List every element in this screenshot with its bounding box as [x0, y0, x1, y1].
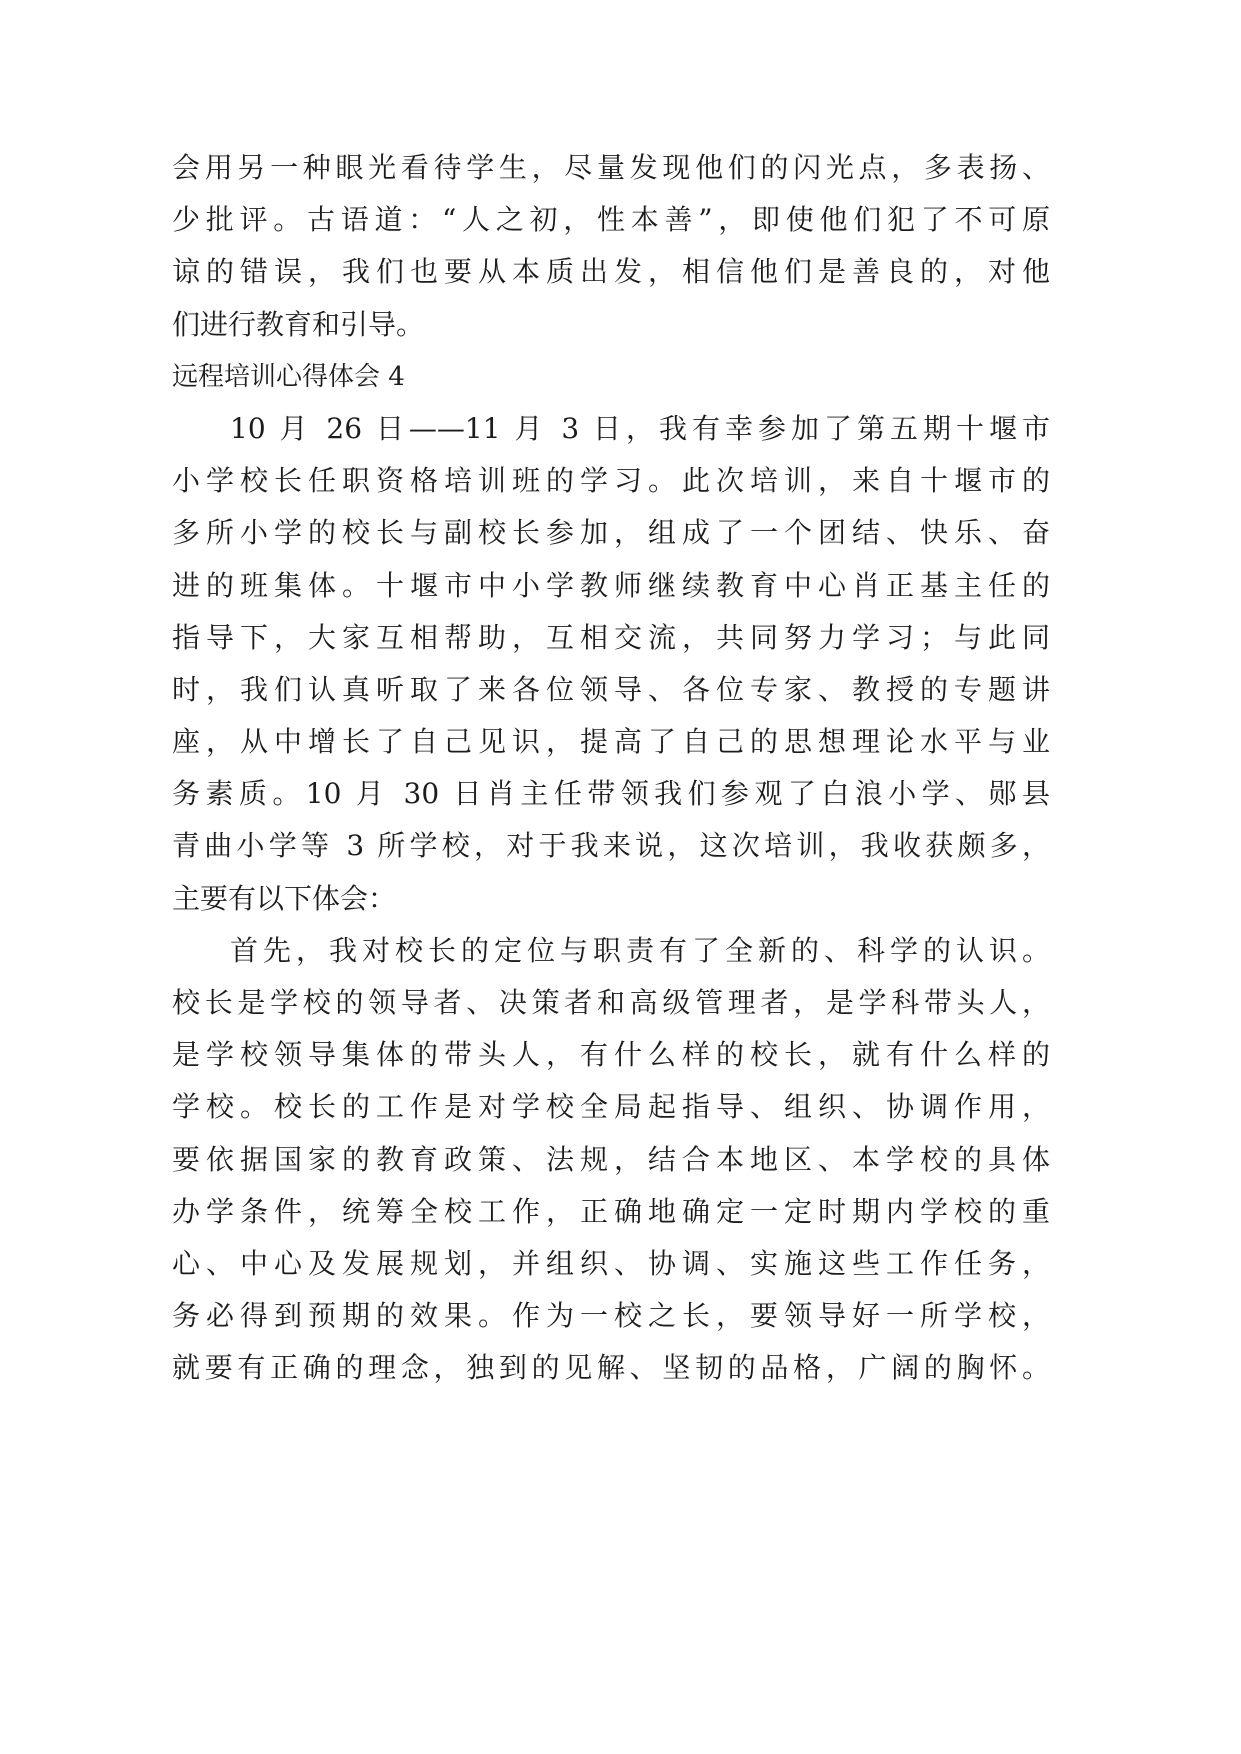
text-line: 进的班集体。十堰市中小学教师继续教育中心肖正基主任的 [172, 568, 1050, 602]
section-heading: 远程培训心得体会 4 [172, 361, 405, 392]
document-body [172, 142, 1050, 1395]
paragraph-1 [172, 403, 1050, 925]
text-line: 青曲小学等 3 所学校，对于我来说，这次培训，我收获颇多， [172, 829, 1050, 863]
text-line: 要依据国家的教育政策、法规，结合本地区、本学校的具体 [172, 1142, 1050, 1176]
text-line: 务素质。10 月 30 日肖主任带领我们参观了白浪小学、郧县 [172, 777, 1050, 811]
text-line: 座，从中增长了自己见识，提高了自己的思想理论水平与业 [172, 725, 1050, 759]
text-line: 学校。校长的工作是对学校全局起指导、组织、协调作用， [172, 1090, 1050, 1124]
text-line: 主要有以下体会： [172, 881, 397, 915]
text-line: 小学校长任职资格培训班的学习。此次培训，来自十堰市的 [172, 464, 1050, 498]
text-line: 时，我们认真听取了来各位领导、各位专家、教授的专题讲 [172, 672, 1050, 706]
text-line: 务必得到预期的效果。作为一校之长，要领导好一所学校， [172, 1299, 1050, 1333]
text-line: 多所小学的校长与副校长参加，组成了一个团结、快乐、奋 [172, 516, 1050, 550]
text-line: 少批评。古语道：“人之初，性本善”，即使他们犯了不可原 [172, 203, 1050, 237]
text-line: 谅的错误，我们也要从本质出发，相信他们是善良的，对他 [172, 255, 1050, 289]
text-line: 首先，我对校长的定位与职责有了全新的、科学的认识。 [230, 933, 1050, 967]
text-line: 心、中心及发展规划，并组织、协调、实施这些工作任务， [172, 1246, 1050, 1280]
text-line: 们进行教育和引导。 [172, 307, 425, 341]
paragraph-2 [172, 925, 1050, 1395]
text-line: 办学条件，统筹全校工作，正确地确定一定时期内学校的重 [172, 1194, 1050, 1228]
continuation-paragraph [172, 142, 1050, 351]
text-line: 会用另一种眼光看待学生，尽量发现他们的闪光点，多表扬、 [172, 151, 1050, 184]
text-line: 校长是学校的领导者、决策者和高级管理者，是学科带头人， [172, 986, 1050, 1019]
text-line: 指导下，大家互相帮助，互相交流，共同努力学习；与此同 [172, 620, 1050, 654]
text-line: 是学校领导集体的带头人，有什么样的校长，就有什么样的 [172, 1038, 1050, 1072]
text-line: 10 月 26 日——11 月 3 日，我有幸参加了第五期十堰市 [230, 411, 1050, 445]
text-line: 就要有正确的理念，独到的见解、坚韧的品格，广阔的胸怀。 [172, 1351, 1050, 1385]
